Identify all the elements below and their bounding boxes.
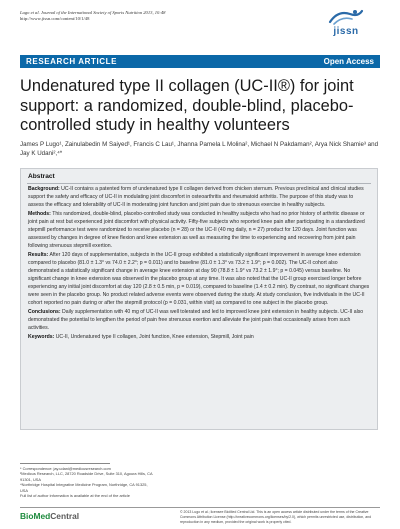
publisher-logo	[20, 510, 90, 522]
publisher-logo-part: Bio	[20, 511, 34, 521]
footnote-divider	[20, 463, 110, 464]
abstract-body	[28, 186, 370, 343]
publisher-logo-part: Central	[50, 511, 80, 521]
section-label: Methods:	[28, 211, 51, 218]
running-head	[20, 10, 320, 22]
journal-logo	[316, 8, 380, 38]
abstract-keywords	[28, 334, 370, 342]
abstract-methods	[28, 211, 370, 251]
section-label: Conclusions:	[28, 308, 61, 315]
footnote-line: Full list of author information is available at the end of the article	[20, 493, 130, 499]
article-type-banner	[20, 55, 380, 68]
footnote-line: ⁴Northridge Hospital Integrative Medicine Program, Northridge, CA 91325,	[20, 482, 148, 488]
footer-divider	[20, 507, 380, 508]
abstract-divider	[27, 183, 371, 184]
footnote-line: USA	[20, 487, 28, 493]
section-text: After 120 days of supplementation, subjects in the UC-II group exhibited a statistically significant improvement in average knee extension compared to placebo (81.0 ± 1.3° vs 74.0 ± 2.2°; p = 0.011) and to baseline (81.0 ± 1.3° vs 73.2 ± 1.9°; p = 0.002). The UC-II cohort also demonstrated a statistically significant change in average knee extension at day 90 (78.8 ± 1.9° vs 73.2 ± 1.9°; p = 0.045) versus baseline. No significant change in knee extension was observed in the placebo group at any time. It was also noted that the UC-II group exercised longer before experiencing any initial joint discomfort at day 120 (2.8 ± 0.5 min, p = 0.019), compared to baseline (1.4 ± 0.2 min). By contrast, no significant changes were seen in the placebo group. No product related adverse events were observed during the study. At study conclusion, five individuals in the UC-II cohort reported no pain during or after the stepmill protocol (p = 0.031, within visit) as compared to one subject in the placebo group.	[28, 252, 370, 306]
section-label: Results:	[28, 252, 49, 258]
journal-citation: Lugo et al. Journal of the International Society of Sports Nutrition 2013, 10:48	[20, 10, 166, 15]
article-type: RESEARCH ARTICLE	[26, 57, 118, 66]
section-text: Daily supplementation with 40 mg of UC-II was well tolerated and led to improved knee joint extension in healthy subjects. UC-II also demonstrated the potential to lengthen the period of pain free strenuous exertion and alleviate the joint pain that occasionally arises from such activities.	[28, 308, 364, 331]
footnotes	[20, 463, 160, 498]
section-text: UC-II, Undenatured type II collagen, Joint function, Knee extension, Stepmill, Joint pain	[55, 333, 254, 340]
abstract-results	[28, 252, 370, 308]
article-title: Undenatured type II collagen (UC-II®) for joint support: a randomized, double-blind, placebo-controlled study in healthy volunteers	[20, 77, 354, 134]
abstract-box	[20, 168, 378, 430]
open-access-label: Open Access	[323, 57, 374, 66]
abstract-conclusions	[28, 309, 370, 333]
abstract-background	[28, 186, 370, 210]
footnote-line: 91301, USA	[20, 476, 41, 482]
footnote-line: ²Medicus Research, LLC, 28720 Roadside Drive, Suite 310, Agoura Hills, CA	[20, 471, 153, 477]
author-list: James P Lugo¹, Zainulabedin M Saiyed¹, Francis C Lau¹, Jhanna Pamela L Molina², Michael N Pakdaman², Arya Nick Shamie³ and Jay K Udani²,⁴*	[20, 141, 379, 157]
section-label: Keywords:	[28, 333, 55, 340]
copyright-notice: © 2013 Lugo et al.; licensee BioMed Central Ltd. This is an open access article distributed under the terms of the Creative Commons Attribution License (http://creativecommons.org/licenses/by/2.0), which permits unrestricted use, distribution, and reproduction in any medium, provided the original work is properly cited.	[180, 510, 372, 524]
section-label: Background:	[28, 186, 60, 192]
journal-logo-text: jissn	[333, 26, 359, 37]
abstract-heading: Abstract	[28, 173, 55, 180]
section-text: This randomized, double-blind, placebo-controlled study was conducted in healthy subjects who had no prior history of arthritic disease or joint pain at rest but experienced joint discomfort with physical activity. Fifty-five subjects who reported knee pain after participating in a standardized stepmill performance test were randomized to receive placebo (n = 28) or the UC-II (40 mg daily, n = 27) product for 120 days. Joint function was assessed by changes in degree of knee flexion and knee extension as well as measuring the time to experiencing and recovering from joint pain following strenuous stepmill exertion.	[28, 211, 365, 249]
article-url[interactable]: http://www.jissn.com/content/10/1/48	[20, 16, 90, 21]
runner-icon	[328, 8, 364, 26]
publisher-logo-part: Med	[33, 511, 51, 521]
section-text: UC-II contains a patented form of undenatured type II collagen derived from chicken sternum. Previous preclinical and clinical studies support the safety and efficacy of UC-II in modulating joint discomfort in osteoarthritis and rheumatoid arthritis. The purpose of this study was to assess the efficacy and tolerability of UC-II in moderating joint function and joint pain due to strenuous exercise in healthy subjects.	[28, 186, 364, 208]
footnote-correspondence[interactable]: * Correspondence: jay.udani@medicusresearch.com	[20, 466, 111, 471]
